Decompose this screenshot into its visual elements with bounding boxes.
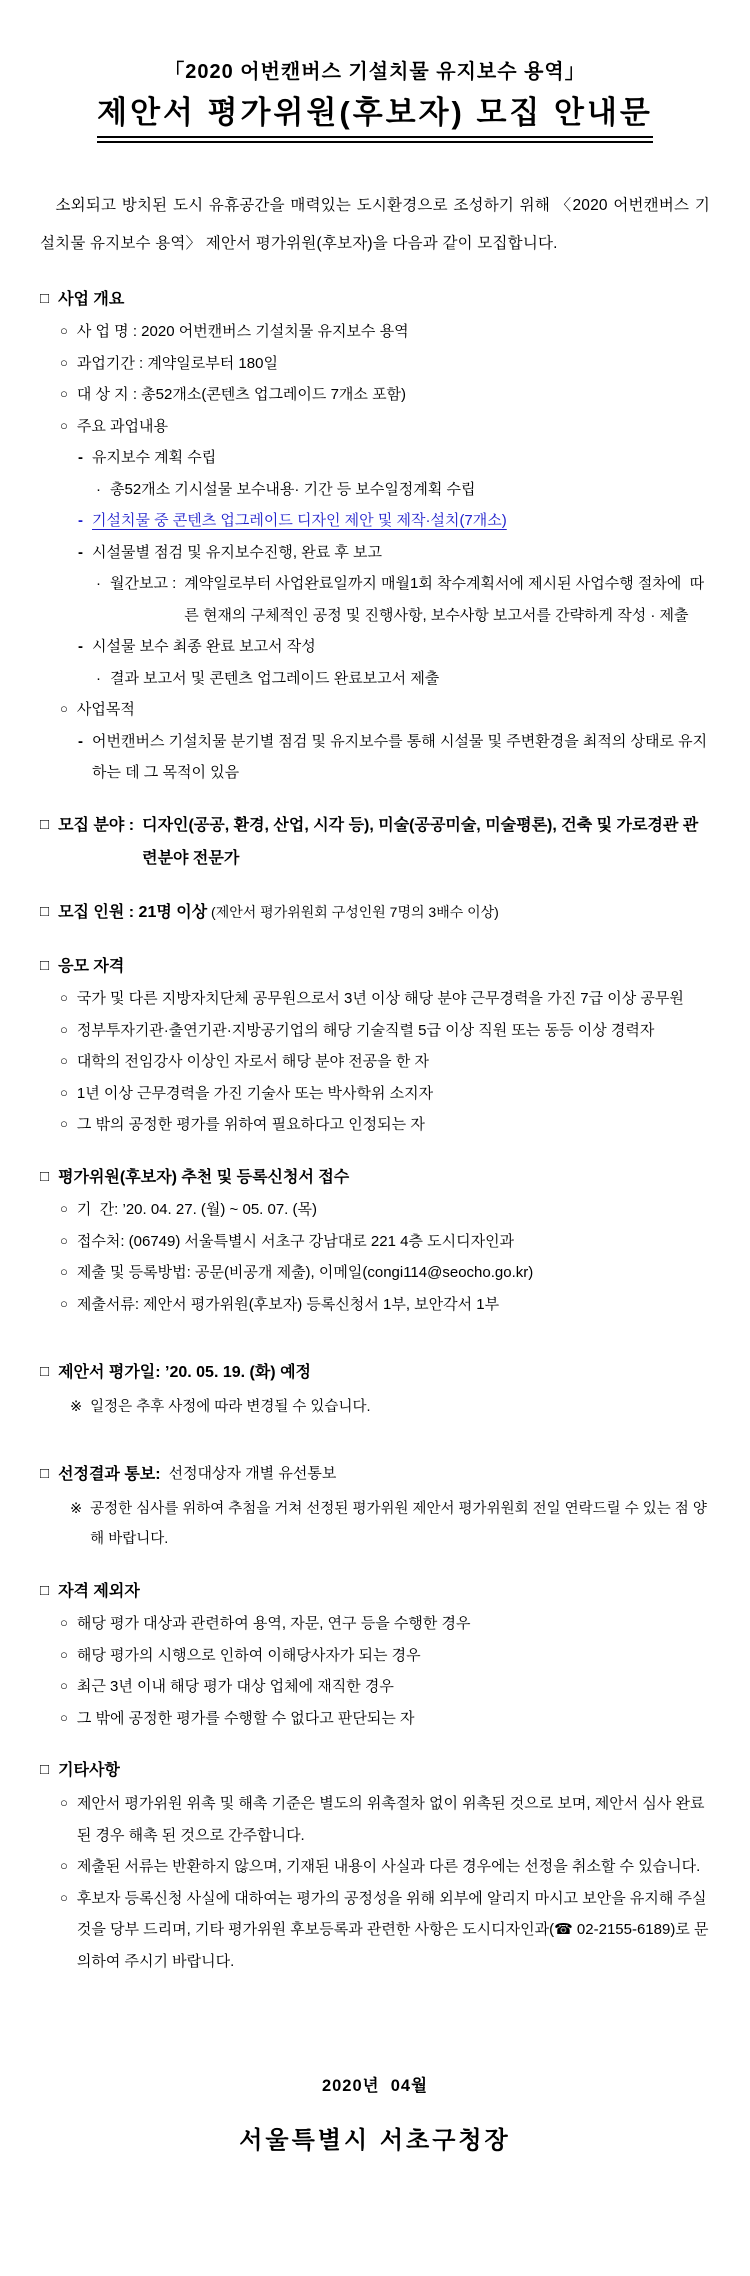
evaluation-date-line [40,1356,710,1390]
section-result-notice [40,1458,710,1554]
application-method-line [40,1257,710,1289]
business-name: 사 업 명 : 2020 어번캔버스 기설치물 유지보수 용역 [76,323,409,341]
monthly-report-body: 계약일로부터 사업완료일까지 매월1회 착수계획서에 제시된 사업수행 절차에 따른 현재의 구체적인 공정 및 진행사항, 보수사항 보고서를 간략하게 작성 · 제출 [184,575,705,624]
task-inspection: 시설물별 점검 및 유지보수진행, 완료 후 보고 [92,543,382,561]
task-final-report-detail: 결과 보고서 및 콘텐츠 업그레이드 완료보고서 제출 [110,669,440,687]
misc-heading-line [40,1754,710,1788]
headcount-note: (제안서 평가위원회 구성인원 7명의 3배수 이상) [207,904,499,921]
result-notice-body: 선정대상자 개별 유선통보 [168,1465,337,1483]
task-inspection-line [40,537,710,569]
circle-bullet: ○ [60,1201,68,1217]
result-notice-note: 공정한 심사를 위하여 추첨을 거쳐 선정된 평가위원 제안서 평가위원회 전일 연락드릴 수 있는 점 양해 바랍니다. [90,1500,707,1548]
monthly-report-line [40,568,710,631]
purpose-body: 어번캔버스 기설치물 분기별 점검 및 유지보수를 통해 시설물 및 주변환경을 최적의 상태로 유지하는 데 그 목적이 있음 [92,732,708,782]
monthly-report-label: 월간보고 : [110,575,177,593]
circle-bullet: ○ [60,1264,68,1280]
task-final-report: 시설물 보수 최종 완료 보고서 작성 [92,638,316,656]
eligibility-heading: 응모 자격 [58,957,125,975]
circle-bullet: ○ [60,1615,68,1631]
misc-item [40,1851,710,1883]
section-evaluation-date [40,1356,710,1422]
exclusion-heading-line [40,1575,710,1609]
document-subtitle: 「2020 어번캔버스 기설치물 유지보수 용역」 [164,61,586,83]
eligibility-item-text: 정부투자기관·출연기관·지방공기업의 해당 기술직렬 5급 이상 직원 또는 동등 이상 경력자 [76,1021,655,1039]
target-sites: 대 상 지 : 총52개소(콘텐츠 업그레이드 7개소 포함) [76,386,407,404]
eligibility-item [40,983,710,1015]
misc-item-text: 후보자 등록신청 사실에 대하여는 평가의 공정성을 위해 외부에 알리지 마시고 보안을 유지해 주실 것을 당부 드리며, 기타 평가위원 후보등록과 관련한 사항은 도시디자인과(☎ 02-2155-6189)로 문의하여 주시기 바랍니다. [76,1889,711,1970]
application-heading-line [40,1161,710,1195]
circle-bullet: ○ [60,1053,68,1069]
dash-bullet: - [78,512,83,530]
dot-bullet: · [96,669,101,687]
square-bullet: □ [40,1465,50,1483]
exclusion-item [40,1671,710,1703]
circle-bullet: ○ [60,1709,68,1725]
result-notice-note-line [40,1494,710,1555]
circle-bullet: ○ [60,354,68,370]
application-heading: 평가위원(후보자) 추천 및 등록신청서 접수 [58,1168,350,1186]
circle-bullet: ○ [60,1795,68,1811]
misc-item [40,1883,710,1978]
application-documents-line [40,1289,710,1321]
eligibility-item-text: 그 밖의 공정한 평가를 위하여 필요하다고 인정되는 자 [76,1116,425,1134]
target-sites-line [40,379,710,411]
dash-bullet: - [78,449,83,467]
main-tasks-label: 주요 과업내용 [76,417,168,435]
section-exclusion [40,1575,710,1735]
square-bullet: □ [40,1581,50,1599]
task-final-report-detail-line [40,663,710,695]
note-mark: ※ [70,1500,83,1517]
task-period: 과업기간 : 계약일로부터 180일 [76,354,278,372]
circle-bullet: ○ [60,701,68,717]
exclusion-heading: 자격 제외자 [58,1582,140,1600]
section-headcount [40,896,710,930]
application-address: 접수처: (06749) 서울특별시 서초구 강남대로 221 4층 도시디자인과 [76,1232,515,1250]
circle-bullet: ○ [60,323,68,339]
eligibility-item-text: 국가 및 다른 지방자치단체 공무원으로서 3년 이상 해당 분야 근무경력을 가진 7급 이상 공무원 [76,990,684,1008]
square-bullet: □ [40,956,50,974]
content-upgrade-link[interactable]: 기설치물 중 콘텐츠 업그레이드 디자인 제안 및 제작·설치(7개소) [92,512,507,530]
eligibility-item [40,1046,710,1078]
evaluation-date-note-line [40,1392,710,1422]
dash-bullet: - [78,638,83,656]
square-bullet: □ [40,1167,50,1185]
application-period-line [40,1194,710,1226]
application-period: 기 간: ’20. 04. 27. (월) ~ 05. 07. (목) [76,1201,317,1219]
task-maintenance-plan-line [40,442,710,474]
circle-bullet: ○ [60,1678,68,1694]
eligibility-item [40,1078,710,1110]
purpose-label: 사업목적 [76,701,135,719]
recruitment-fields-label: 모집 분야 : [58,816,135,834]
circle-bullet: ○ [60,417,68,433]
eligibility-item-text: 1년 이상 근무경력을 가진 기술사 또는 박사학위 소지자 [76,1084,434,1102]
exclusion-item [40,1608,710,1640]
section-misc [40,1754,710,1977]
footer-date: 2020년 04월 [321,2077,429,2096]
section-eligibility [40,950,710,1141]
circle-bullet: ○ [60,990,68,1006]
circle-bullet: ○ [60,1646,68,1662]
dash-bullet: - [78,732,83,750]
section-recruitment-fields [40,809,710,876]
exclusion-item-text: 그 밖에 공정한 평가를 수행할 수 없다고 판단되는 자 [76,1709,415,1727]
headcount-label: 모집 인원 : 21명 이상 [58,904,208,922]
business-overview-heading: 사업 개요 [58,290,125,308]
circle-bullet: ○ [60,386,68,402]
application-address-line [40,1226,710,1258]
intro-paragraph: 소외되고 방치된 도시 유휴공간을 매력있는 도시환경으로 조성하기 위해 〈2020 어번캔버스 기설치물 유지보수 용역〉 제안서 평가위원(후보자)을 다음과 같이 모집합니다. [40,196,710,252]
dot-bullet: · [96,480,101,498]
headcount-line [40,896,710,930]
eligibility-item [40,1015,710,1047]
section-business-overview [40,283,710,789]
misc-item [40,1788,710,1851]
main-tasks-label-line [40,411,710,443]
eligibility-item-text: 대학의 전임강사 이상인 자로서 해당 분야 전공을 한 자 [76,1053,429,1071]
misc-item-text: 제안서 평가위원 위촉 및 해촉 기준은 별도의 위촉절차 없이 위촉된 것으로 보며, 제안서 심사 완료된 경우 해촉 된 것으로 간주합니다. [76,1795,705,1844]
circle-bullet: ○ [60,1021,68,1037]
dot-bullet: · [96,575,101,593]
square-bullet: □ [40,1363,50,1381]
business-overview-heading-line [40,283,710,317]
eligibility-item [40,1109,710,1141]
result-notice-label: 선정결과 통보: [58,1466,161,1484]
eligibility-heading-line [40,950,710,984]
task-final-report-line [40,631,710,663]
dash-bullet: - [78,543,83,561]
circle-bullet: ○ [60,1232,68,1248]
exclusion-item-text: 해당 평가의 시행으로 인하여 이해당사자가 되는 경우 [76,1646,421,1664]
square-bullet: □ [40,903,50,921]
document-title: 제안서 평가위원(후보자) 모집 안내문 [97,92,653,143]
business-name-line [40,316,710,348]
note-mark: ※ [70,1398,83,1415]
exclusion-item [40,1703,710,1735]
circle-bullet: ○ [60,1889,68,1905]
square-bullet: □ [40,289,50,307]
circle-bullet: ○ [60,1116,68,1132]
evaluation-date-note: 일정은 추후 사정에 따라 변경될 수 있습니다. [90,1398,371,1415]
task-period-line [40,348,710,380]
purpose-label-line [40,694,710,726]
misc-heading: 기타사항 [58,1762,120,1780]
square-bullet: □ [40,1761,50,1779]
exclusion-item [40,1640,710,1672]
recruitment-fields-body: 디자인(공공, 환경, 산업, 시각 등), 미술(공공미술, 미술평론), 건축 및 가로경관 관련분야 전문가 [142,816,699,868]
task-maintenance-plan: 유지보수 계획 수립 [92,449,217,467]
application-method: 제출 및 등록방법: 공문(비공개 제출), 이메일(congi114@seocho.go.kr) [76,1264,534,1282]
evaluation-date: 제안서 평가일: ’20. 05. 19. (화) 예정 [58,1364,311,1382]
exclusion-item-text: 최근 3년 이내 해당 평가 대상 업체에 재직한 경우 [76,1678,394,1696]
exclusion-item-text: 해당 평가 대상과 관련하여 용역, 자문, 연구 등을 수행한 경우 [76,1615,471,1633]
document-title-wrap [40,92,710,143]
application-documents: 제출서류: 제안서 평가위원(후보자) 등록신청서 1부, 보안각서 1부 [76,1295,500,1313]
section-application [40,1161,710,1321]
task-maintenance-plan-detail-line [40,474,710,506]
document-footer [40,2069,710,2166]
circle-bullet: ○ [60,1295,68,1311]
circle-bullet: ○ [60,1858,68,1874]
misc-item-text: 제출된 서류는 반환하지 않으며, 기재된 내용이 사실과 다른 경우에는 선정을 취소할 수 있습니다. [76,1858,701,1876]
recruitment-fields-line [40,809,710,876]
result-notice-line [40,1458,710,1492]
content-upgrade-link-line [40,505,710,537]
circle-bullet: ○ [60,1084,68,1100]
footer-signer: 서울특별시 서초구청장 [239,2126,511,2154]
square-bullet: □ [40,815,50,833]
purpose-body-line [40,726,710,789]
task-maintenance-plan-detail: 총52개소 기시설물 보수내용· 기간 등 보수일정계획 수립 [110,480,476,498]
